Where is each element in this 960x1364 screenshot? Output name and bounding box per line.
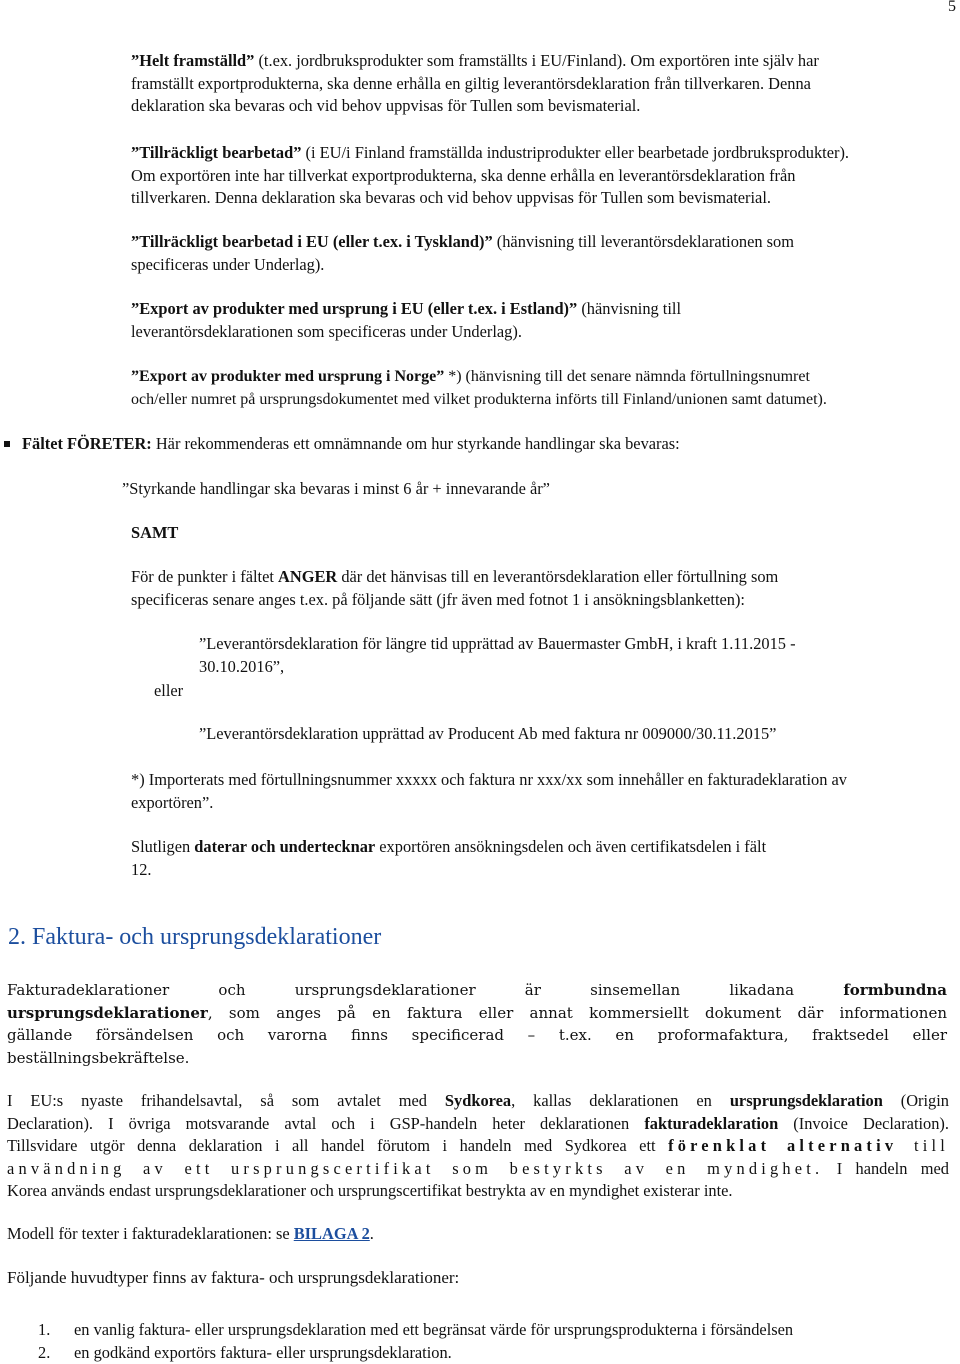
samt-label: SAMT <box>131 522 178 545</box>
quote-styrkande: ”Styrkande handlingar ska bevaras i minst 6 år + innevarande år” <box>122 478 550 501</box>
model-paragraph: Modell för texter i fakturadeklarationen: se BILAGA 2. <box>7 1223 374 1246</box>
definition-tillrackligt-bearbetad: ”Tillräckligt bearbetad” (i EU/i Finland framställda industriprodukter eller bearbetade jordbruksprodukter). Om exportören inte har tillverkat exportprodukterna, ska denne erhålla en leverantörsdeklaration från tillverkaren. Denna deklaration ska bevaras och vid behov uppvisas för Tullen som bevismaterial. <box>131 142 957 210</box>
quote-producent: ”Leverantörsdeklaration upprättad av Producent Ab med faktura nr 009000/30.11.2015” <box>199 723 776 746</box>
definition-helt-framstalld: ”Helt framställd” (t.ex. jordbruksprodukter som framställts i EU/Finland). Om exportören inte själv har framställt exportprodukterna, ska denne erhålla en giltig leverantörsdeklaration från tillverkaren. Denna deklaration ska bevaras och vid behov uppvisas för Tullen som bevismaterial. <box>131 50 957 118</box>
quote-bauermaster: ”Leverantörsdeklaration för längre tid upprättad av Bauermaster GmbH, i kraft 1.11.2015 - 30.10.2016”, <box>199 633 939 678</box>
paragraph-fakturadeklarationer: Fakturadeklarationer och ursprungsdeklarationer är sinsemellan likadana formbundna ursprungsdeklarationer, som anges på en faktura eller annat kommersiellt dokument där informationen gällande försändelsen och varorna finns specificerad – t.ex. en proformafaktura, fraktsedel eller beställningsbekräftelse. <box>7 979 947 1069</box>
types-list <box>38 1319 938 1364</box>
field-foreter-paragraph: Fältet FÖRETER: Här rekommenderas ett omnämnande om hur styrkande handlingar ska bevaras: <box>22 433 942 456</box>
types-intro: Följande huvudtyper finns av faktura- och ursprungsdeklarationer: <box>7 1267 459 1290</box>
term-label: ”Tillräckligt bearbetad i EU (eller t.ex. i Tyskland)” <box>131 232 493 251</box>
field-label: Fältet FÖRETER: <box>22 434 152 453</box>
term-label: ”Export av produkter med ursprung i Norge” <box>131 368 444 385</box>
bullet-square-icon <box>4 441 10 447</box>
definition-bearbetad-i-eu: ”Tillräckligt bearbetad i EU (eller t.ex. i Tyskland)” (hänvisning till leverantörsdeklarationen som specificeras under Underlag). <box>131 231 957 276</box>
definition-export-eu: ”Export av produkter med ursprung i EU (eller t.ex. i Estland)” (hänvisning till leverantörsdeklarationen som specificeras under Underlag). <box>131 298 957 343</box>
term-label: ”Helt framställd” <box>131 51 254 70</box>
section-heading: 2. Faktura- och ursprungsdeklarationer <box>8 922 381 952</box>
list-item: 1. en vanlig faktura- eller ursprungsdeklaration med ett begränsat värde för ursprungsprodukterna i försändelsen <box>38 1319 938 1342</box>
footnote-importerats: *) Importerats med förtullningsnummer xxxxx och faktura nr xxx/xx som innehåller en fakturadeklaration av exportören”. <box>131 769 957 814</box>
paragraph-eu-frihandelsavtal: I EU:s nyaste frihandelsavtal, så som avtalet med Sydkorea, kallas deklarationen en ursprungsdeklaration (Origin Declaration). I övriga motsvarande avtal och i GSP-handeln heter deklarationen fakturadeklaration (Invoice Declaration). Tillsvidare utgör denna deklaration i all handel förutom i handeln med Sydkorea ett förenklat alternativ till användning av ett ursprungscertifikat som bestyrkts av en myndighet. I handeln med Korea används endast ursprungsdeklarationer och ursprungscertifikat bestrykta av en myndighet existerar inte. <box>7 1090 949 1203</box>
term-label: ”Tillräckligt bearbetad” <box>131 143 301 162</box>
eller-label: eller <box>154 680 183 703</box>
term-label: ”Export av produkter med ursprung i EU (eller t.ex. i Estland)” <box>131 299 577 318</box>
list-item: 2. en godkänd exportörs faktura- eller ursprungsdeklaration. <box>38 1342 938 1364</box>
final-paragraph: Slutligen daterar och undertecknar exportören ansökningsdelen och även certifikatsdelen i fält 12. <box>131 836 957 881</box>
page-number: 5 <box>948 0 956 19</box>
definition-export-norge: ”Export av produkter med ursprung i Norge” *) (hänvisning till det senare nämnda förtullningsnumret och/eller numret på ursprungsdokumentet med vilket produkterna införts till Finland/unionen samt datumet). <box>131 366 960 411</box>
bilaga-2-link[interactable]: BILAGA 2 <box>294 1224 370 1243</box>
anger-paragraph: För de punkter i fältet ANGER där det hänvisas till en leverantörsdeklaration eller förtullning som specificeras senare anges t.ex. på följande sätt (jfr även med fotnot 1 i ansökningsblanketten): <box>131 566 957 611</box>
